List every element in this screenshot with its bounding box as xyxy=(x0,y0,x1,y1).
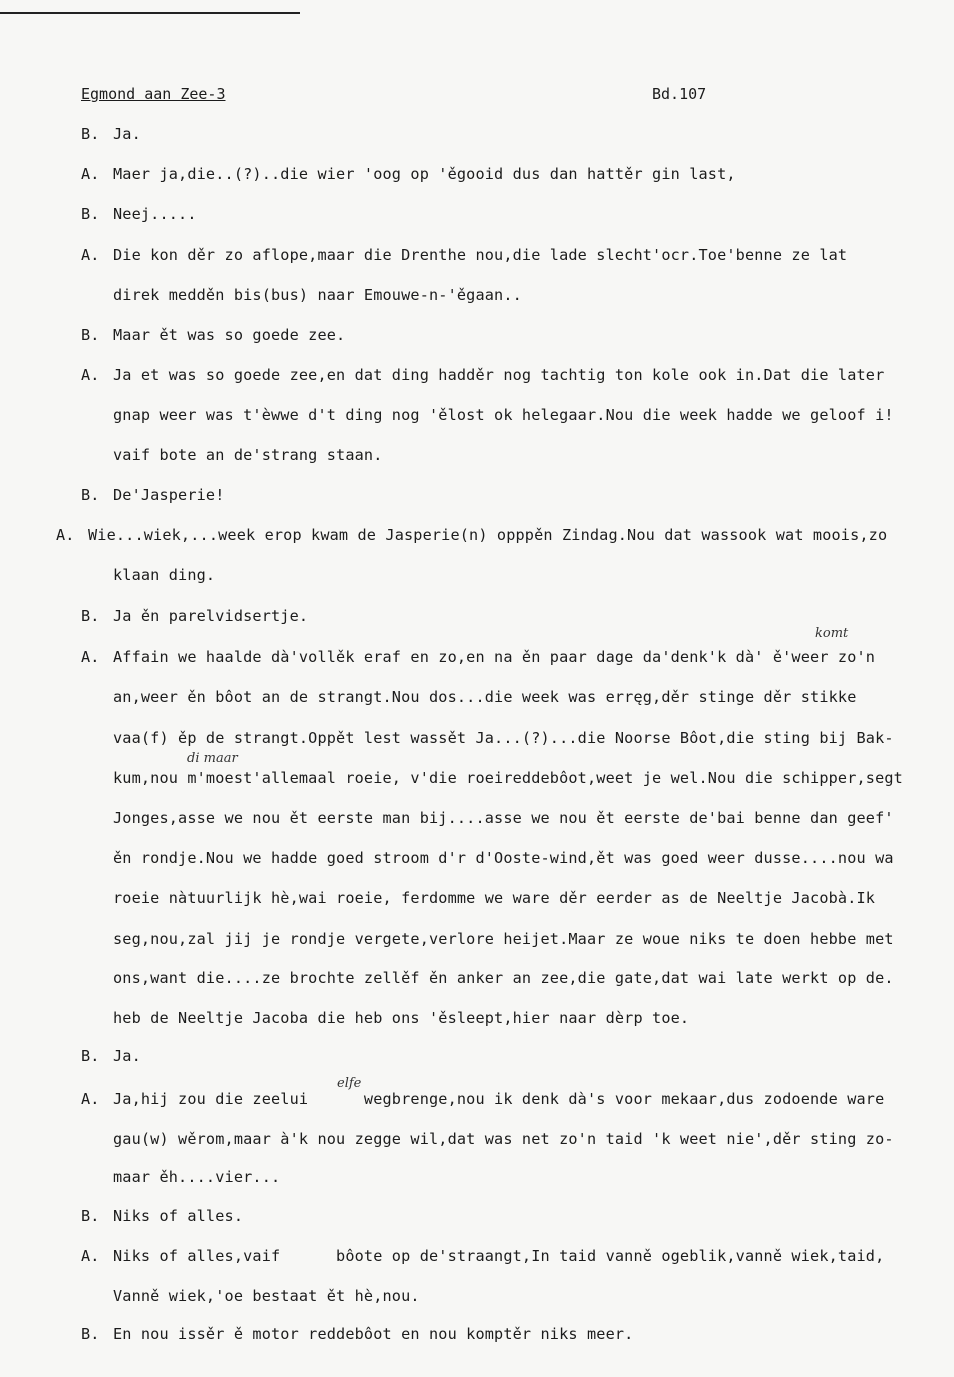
transcript-line xyxy=(113,769,903,787)
line-text: En nou issěr ě motor reddebôot en nou komptěr niks meer. xyxy=(113,1325,634,1343)
speaker-label: B. xyxy=(81,1047,100,1065)
transcript-line xyxy=(81,1247,884,1265)
line-text: Maer ja,die..(?)..die wier 'oog op 'ěgooid dus dan hattěr gin last, xyxy=(113,165,736,183)
line-text: ons,want die....ze brochte zellěf ěn anker an zee,die gate,dat wai late werkt op de. xyxy=(113,969,894,987)
page-reference: Bd.107 xyxy=(652,85,707,103)
transcript-line xyxy=(113,969,894,987)
line-text: klaan ding. xyxy=(113,566,216,584)
speaker-label: A. xyxy=(81,246,100,264)
transcript-line xyxy=(113,930,894,948)
transcript-line xyxy=(113,406,894,424)
transcript-line xyxy=(81,205,197,223)
line-text: Ja. xyxy=(113,1047,141,1065)
transcript-line xyxy=(81,1047,141,1065)
speaker-label: B. xyxy=(81,205,100,223)
transcript-line xyxy=(81,326,345,344)
transcript-line xyxy=(81,486,225,504)
line-text: roeie nàtuurlijk hè,wai roeie, ferdomme we ware děr eerder as de Neeltje Jacobà.Ik xyxy=(113,889,876,907)
transcript-line xyxy=(113,849,894,867)
line-text: vaa(f) ěp de strangt.Oppět lest wassět Ja...(?)...die Noorse Bôot,die sting bij Bak- xyxy=(113,729,894,747)
speaker-label: A. xyxy=(81,165,100,183)
line-text: Ja,hij zou die zeelui wegbrenge,nou ik denk dà's voor mekaar,dus zodoende ware xyxy=(113,1090,885,1108)
speaker-label: A. xyxy=(81,366,100,384)
line-text: Jonges,asse we nou ět eerste man bij....asse we nou ět eerste de'bai benne dan geef' xyxy=(113,809,894,827)
handwritten-note: elfe xyxy=(337,1076,362,1091)
speaker-label: B. xyxy=(81,486,100,504)
transcript-line xyxy=(113,889,875,907)
line-text: Neej..... xyxy=(113,205,197,223)
line-text: heb de Neeltje Jacoba die heb ons 'ěsleept,hier naar dèrp toe. xyxy=(113,1009,690,1027)
transcript-line xyxy=(81,366,884,384)
speaker-label: B. xyxy=(81,326,100,344)
transcript-line xyxy=(81,1090,884,1108)
speaker-label: B. xyxy=(81,1207,100,1225)
line-text: De'Jasperie! xyxy=(113,486,225,504)
transcript-line xyxy=(113,446,383,464)
transcript-line xyxy=(81,607,308,625)
line-text: an,weer ěn bôot an de strangt.Nou dos...die week was erręg,děr stinge děr stikke xyxy=(113,688,857,706)
transcript-line xyxy=(81,648,875,666)
transcript-line xyxy=(81,1325,633,1343)
transcript-line xyxy=(113,1009,689,1027)
line-text: ěn rondje.Nou we hadde goed stroom d'r d'Ooste-wind,ět was goed weer dusse....nou wa xyxy=(113,849,894,867)
line-text: Niks of alles. xyxy=(113,1207,244,1225)
speaker-label: A. xyxy=(81,648,100,666)
transcript-line xyxy=(113,1168,280,1186)
line-text: Die kon děr zo aflope,maar die Drenthe nou,die lade slecht'ocr.Toe'benne ze lat xyxy=(113,246,848,264)
speaker-label: B. xyxy=(81,1325,100,1343)
transcript-line xyxy=(113,688,857,706)
transcript-line xyxy=(81,246,847,264)
transcript-line xyxy=(113,1130,894,1148)
speaker-label: B. xyxy=(81,125,100,143)
handwritten-note: komt xyxy=(815,626,849,641)
transcript-line xyxy=(113,809,894,827)
line-text: Vanně wiek,'oe bestaat ět hè,nou. xyxy=(113,1287,420,1305)
page-title: Egmond aan Zee-3 xyxy=(81,85,226,103)
line-text: Ja et was so goede zee,en dat ding hadděr nog tachtig ton kole ook in.Dat die later xyxy=(113,366,885,384)
handwritten-note: di maar xyxy=(187,751,238,766)
line-text: Ja ěn parelvidsertje. xyxy=(113,607,309,625)
line-text: Ja. xyxy=(113,125,141,143)
line-text: Wie...wiek,...week erop kwam de Jasperie(n) opppěn Zindag.Nou dat wassook wat moois,zo xyxy=(88,526,888,544)
speaker-label: B. xyxy=(81,607,100,625)
line-text: kum,nou m'moest'allemaal roeie, v'die roeireddebôot,weet je wel.Nou die schipper,segt xyxy=(113,769,903,787)
top-rule xyxy=(0,12,300,14)
transcript-line xyxy=(113,729,894,747)
transcript-line xyxy=(113,566,215,584)
transcript-line xyxy=(56,526,887,544)
transcript-line xyxy=(113,286,522,304)
line-text: vaif bote an de'strang staan. xyxy=(113,446,383,464)
speaker-label: A. xyxy=(56,526,75,544)
speaker-label: A. xyxy=(81,1247,100,1265)
line-text: seg,nou,zal jij je rondje vergete,verlore heijet.Maar ze woue niks te doen hebbe met xyxy=(113,930,894,948)
line-text: Maar ět was so goede zee. xyxy=(113,326,346,344)
line-text: maar ěh....vier... xyxy=(113,1168,281,1186)
transcript-line xyxy=(81,1207,243,1225)
transcript-line xyxy=(113,1287,420,1305)
line-text: Affain we haalde dà'vollěk eraf en zo,en na ěn paar dage da'denk'k dà' ě'weer zo'n xyxy=(113,648,876,666)
transcript-line xyxy=(81,125,141,143)
transcript-line xyxy=(81,165,736,183)
speaker-label: A. xyxy=(81,1090,100,1108)
line-text: gnap weer was t'èwwe d't ding nog 'ělost ok helegaar.Nou die week hadde we geloof i! xyxy=(113,406,894,424)
line-text: Niks of alles,vaif bôote op de'straangt,In taid vanně ogeblik,vanně wiek,taid, xyxy=(113,1247,885,1265)
line-text: direk medděn bis(bus) naar Emouwe-n-'ěgaan.. xyxy=(113,286,522,304)
line-text: gau(w) wěrom,maar à'k nou zegge wil,dat was net zo'n taid 'k weet nie',děr sting zo- xyxy=(113,1130,894,1148)
